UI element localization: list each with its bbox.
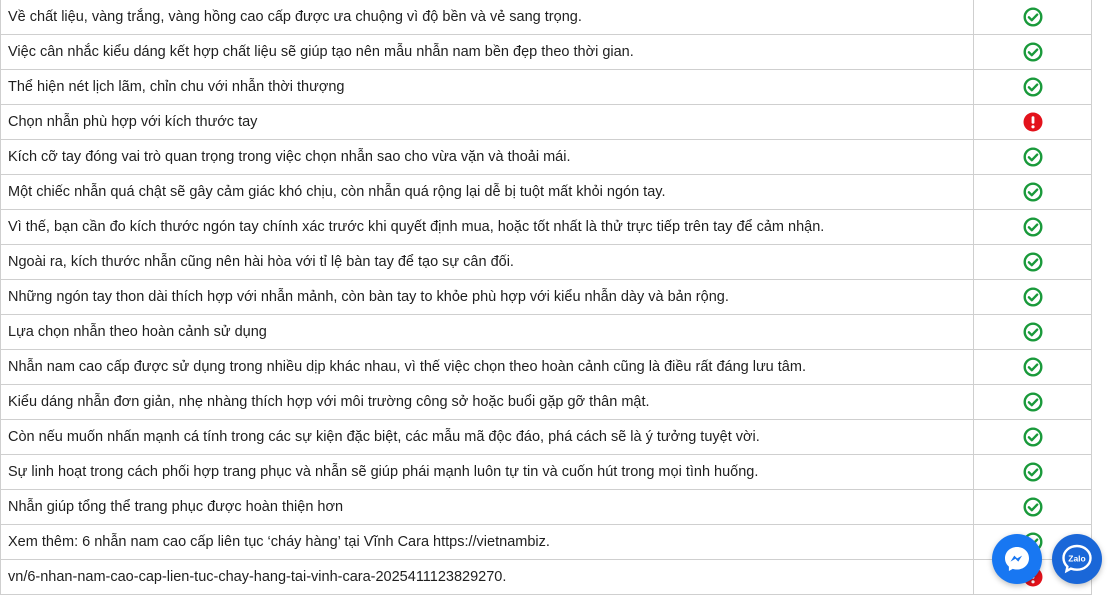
table-row	[1, 70, 1092, 105]
check-circle-icon	[1023, 357, 1043, 377]
row-status	[974, 420, 1092, 455]
row-text: Chọn nhẫn phù hợp với kích thước tay	[1, 105, 974, 140]
row-text: Những ngón tay thon dài thích hợp với nhẫn mảnh, còn bàn tay to khỏe phù hợp với kiểu nhẫn dày và bản rộng.	[1, 280, 974, 315]
zalo-icon	[1060, 542, 1094, 576]
row-text: Kiểu dáng nhẫn đơn giản, nhẹ nhàng thích hợp với môi trường công sở hoặc buổi gặp gỡ thân mật.	[1, 385, 974, 420]
messenger-chat-button[interactable]	[992, 534, 1042, 584]
table-row	[1, 175, 1092, 210]
row-status	[974, 245, 1092, 280]
table-row	[1, 385, 1092, 420]
row-status	[974, 490, 1092, 525]
table-row	[1, 420, 1092, 455]
table-row	[1, 35, 1092, 70]
check-circle-icon	[1023, 182, 1043, 202]
row-status	[974, 210, 1092, 245]
checklist-body	[1, 0, 1092, 595]
row-status	[974, 315, 1092, 350]
table-row	[1, 280, 1092, 315]
exclamation-circle-icon	[1023, 112, 1043, 132]
row-text: Lựa chọn nhẫn theo hoàn cảnh sử dụng	[1, 315, 974, 350]
row-status	[974, 455, 1092, 490]
check-circle-icon	[1023, 427, 1043, 447]
table-row	[1, 350, 1092, 385]
row-status	[974, 0, 1092, 35]
row-status	[974, 105, 1092, 140]
check-circle-icon	[1023, 42, 1043, 62]
zalo-label: Zalo	[1068, 553, 1086, 564]
row-text: Ngoài ra, kích thước nhẫn cũng nên hài hòa với tỉ lệ bàn tay để tạo sự cân đối.	[1, 245, 974, 280]
row-text: Vì thế, bạn cần đo kích thước ngón tay chính xác trước khi quyết định mua, hoặc tốt nhất là thử trực tiếp trên tay để cảm nhận.	[1, 210, 974, 245]
row-status	[974, 385, 1092, 420]
check-circle-icon	[1023, 287, 1043, 307]
check-circle-icon	[1023, 252, 1043, 272]
row-status	[974, 280, 1092, 315]
table-row	[1, 525, 1092, 560]
table-row	[1, 210, 1092, 245]
row-text: Nhẫn nam cao cấp được sử dụng trong nhiều dịp khác nhau, vì thế việc chọn theo hoàn cảnh cũng là điều rất đáng lưu tâm.	[1, 350, 974, 385]
row-text: Sự linh hoạt trong cách phối hợp trang phục và nhẫn sẽ giúp phái mạnh luôn tự tin và cuốn hút trong mọi tình huống.	[1, 455, 974, 490]
table-row	[1, 0, 1092, 35]
row-text: Kích cỡ tay đóng vai trò quan trọng trong việc chọn nhẫn sao cho vừa vặn và thoải mái.	[1, 140, 974, 175]
row-status	[974, 70, 1092, 105]
row-text: Về chất liệu, vàng trắng, vàng hồng cao cấp được ưa chuộng vì độ bền và vẻ sang trọng.	[1, 0, 974, 35]
table-row	[1, 105, 1092, 140]
check-circle-icon	[1023, 462, 1043, 482]
table-row	[1, 560, 1092, 595]
row-status	[974, 35, 1092, 70]
table-row	[1, 490, 1092, 525]
table-row	[1, 315, 1092, 350]
row-text: Nhẫn giúp tổng thể trang phục được hoàn thiện hơn	[1, 490, 974, 525]
table-row	[1, 245, 1092, 280]
check-circle-icon	[1023, 392, 1043, 412]
row-status	[974, 350, 1092, 385]
zalo-chat-button[interactable]	[1052, 534, 1102, 584]
row-text: Việc cân nhắc kiểu dáng kết hợp chất liệu sẽ giúp tạo nên mẫu nhẫn nam bền đẹp theo thời gian.	[1, 35, 974, 70]
check-circle-icon	[1023, 497, 1043, 517]
messenger-icon	[1002, 544, 1032, 574]
check-circle-icon	[1023, 322, 1043, 342]
check-circle-icon	[1023, 7, 1043, 27]
check-circle-icon	[1023, 147, 1043, 167]
row-text: Một chiếc nhẫn quá chật sẽ gây cảm giác khó chịu, còn nhẫn quá rộng lại dễ bị tuột mất khỏi ngón tay.	[1, 175, 974, 210]
table-row	[1, 455, 1092, 490]
check-circle-icon	[1023, 77, 1043, 97]
table-row	[1, 140, 1092, 175]
row-text: Còn nếu muốn nhấn mạnh cá tính trong các sự kiện đặc biệt, các mẫu mã độc đáo, phá cách sẽ là ý tưởng tuyệt vời.	[1, 420, 974, 455]
row-status	[974, 140, 1092, 175]
row-text: vn/6-nhan-nam-cao-cap-lien-tuc-chay-hang-tai-vinh-cara-2025411123829270.	[1, 560, 974, 595]
row-text: Thể hiện nét lịch lãm, chỉn chu với nhẫn thời thượng	[1, 70, 974, 105]
row-text: Xem thêm: 6 nhẫn nam cao cấp liên tục ‘cháy hàng’ tại Vĩnh Cara https://vietnambiz.	[1, 525, 974, 560]
row-status	[974, 175, 1092, 210]
check-circle-icon	[1023, 217, 1043, 237]
